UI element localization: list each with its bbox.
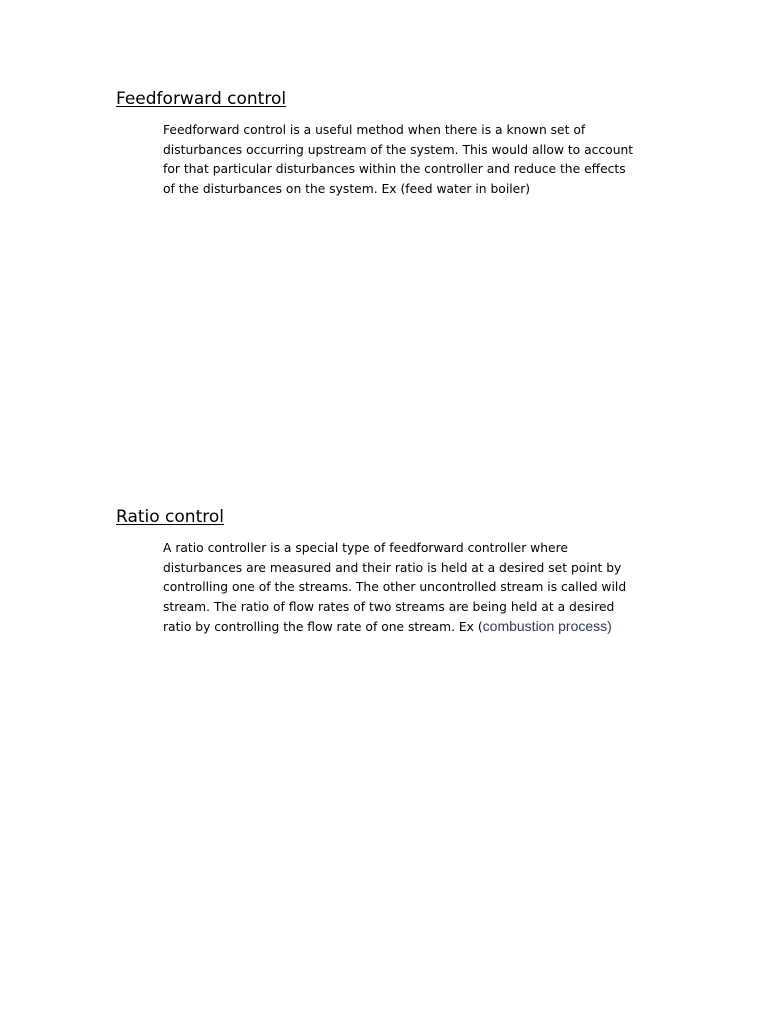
- paragraph-line: disturbances occurring upstream of the system. This would allow to account: [163, 142, 634, 157]
- ratio-control-heading: Ratio control: [116, 507, 224, 527]
- paragraph-line: Feedforward control is a useful method when there is a known set of: [163, 123, 586, 137]
- paragraph-line: stream. The ratio of flow rates of two streams are being held at a desired: [163, 599, 615, 614]
- paragraph-line: A ratio controller is a special type of feedforward controller where: [163, 541, 568, 555]
- ratio-control-paragraph: [163, 539, 653, 637]
- paragraph-line-last: [163, 617, 653, 637]
- feedforward-control-paragraph: [163, 121, 653, 199]
- feedforward-control-heading: Feedforward control: [116, 89, 287, 109]
- paragraph-line: controlling one of the streams. The other uncontrolled stream is called wild: [163, 580, 627, 594]
- example-text: combustion process): [482, 618, 612, 634]
- paragraph-line: for that particular disturbances within the controller and reduce the effects: [163, 162, 626, 176]
- paragraph-line: of the disturbances on the system. Ex (feed water in boiler): [163, 181, 531, 196]
- paragraph-line: disturbances are measured and their ratio is held at a desired set point by: [163, 560, 622, 575]
- paragraph-line-start: ratio by controlling the flow rate of one stream. Ex (: [163, 620, 483, 634]
